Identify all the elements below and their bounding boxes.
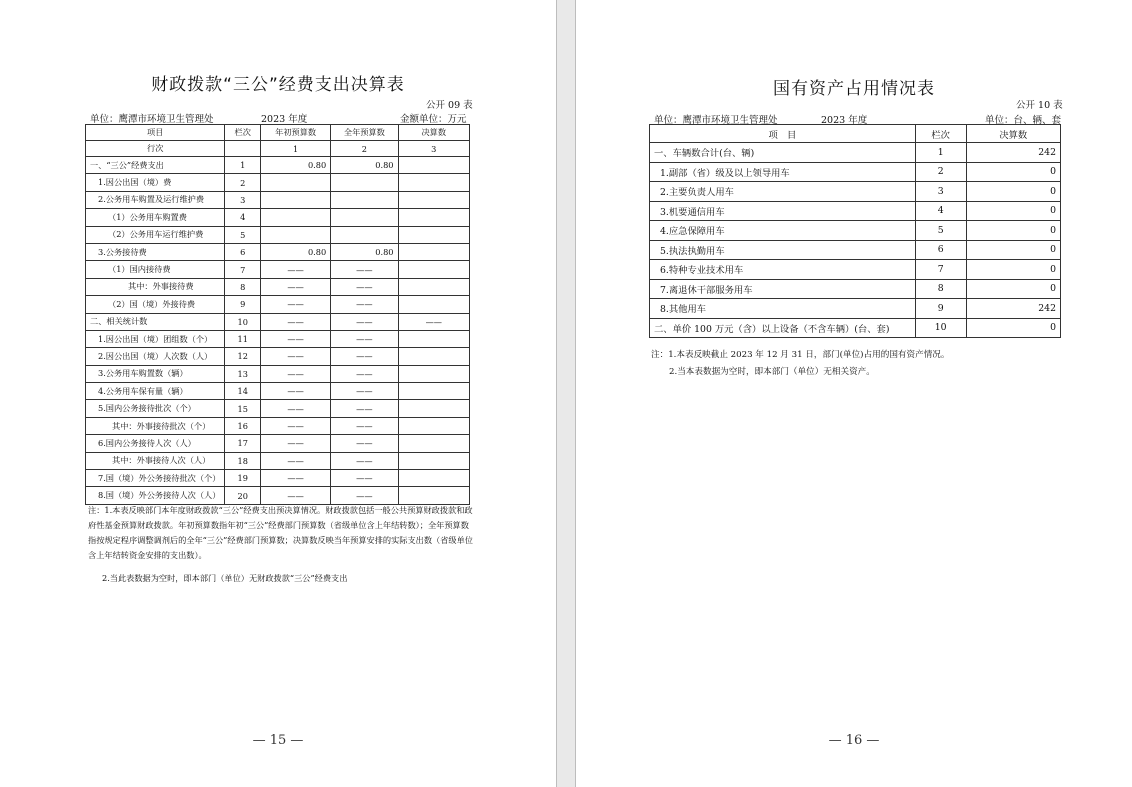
- row-label: （2）公务用车运行维护费: [86, 226, 225, 243]
- table-row: [650, 182, 1061, 202]
- value-cell: ——: [331, 348, 398, 365]
- row-index: 3: [225, 191, 261, 208]
- table-header-row: [650, 125, 1061, 143]
- column-header: 栏次: [915, 125, 966, 143]
- note-line: 注：1.本表反映部门本年度财政拨款“三公”经费支出预决算情况。财政拨款包括一般公共预算财政拨款和政: [88, 505, 473, 515]
- value-cell: 0: [966, 318, 1060, 338]
- value-cell: [398, 330, 470, 347]
- row-label: 6.国内公务接待人次（人）: [86, 435, 225, 452]
- value-cell: [398, 470, 470, 487]
- column-index: [225, 141, 261, 157]
- column-header: 决算数: [398, 125, 470, 141]
- value-cell: [331, 174, 398, 191]
- table-row: [650, 299, 1061, 319]
- year-label: 2023 年度: [821, 115, 868, 126]
- row-index: 20: [225, 487, 261, 504]
- row-index: 14: [225, 383, 261, 400]
- value-cell: 242: [966, 299, 1060, 319]
- row-label: （1）公务用车购置费: [86, 209, 225, 226]
- table-row: [650, 279, 1061, 299]
- value-cell: 0: [966, 201, 1060, 221]
- value-cell: 0: [966, 260, 1060, 280]
- table-row: [650, 318, 1061, 338]
- value-cell: ——: [261, 330, 331, 347]
- table-row: [86, 435, 470, 452]
- value-cell: ——: [261, 278, 331, 295]
- row-index: 10: [225, 313, 261, 330]
- value-cell: 0: [966, 221, 1060, 241]
- page-number: — 15 —: [252, 733, 304, 748]
- value-cell: ——: [261, 365, 331, 382]
- amount-unit-label: 金额单位：万元: [400, 114, 467, 125]
- value-cell: [398, 400, 470, 417]
- row-label: 8.国（境）外公务接待人次（人）: [86, 487, 225, 504]
- row-index: 6: [225, 243, 261, 260]
- row-index: 8: [225, 278, 261, 295]
- page-16: [576, 0, 1132, 787]
- notes-block: [88, 503, 488, 586]
- value-cell: ——: [331, 261, 398, 278]
- value-cell: 0.80: [331, 243, 398, 260]
- value-cell: [261, 209, 331, 226]
- row-index: 12: [225, 348, 261, 365]
- row-index: 2: [225, 174, 261, 191]
- value-cell: ——: [261, 435, 331, 452]
- value-cell: [331, 191, 398, 208]
- row-label: 3.机要通信用车: [650, 201, 916, 221]
- row-label: 4.应急保障用车: [650, 221, 916, 241]
- table-row: [86, 452, 470, 469]
- row-label: 一、车辆数合计(台、辆): [650, 143, 916, 163]
- form-number: 公开 10 表: [1016, 100, 1063, 111]
- row-label: 1.副部（省）级及以上领导用车: [650, 162, 916, 182]
- state-assets-table: [649, 124, 1061, 338]
- table-row: [86, 383, 470, 400]
- value-cell: [398, 487, 470, 504]
- row-label: 2.主要负责人用车: [650, 182, 916, 202]
- row-index: 4: [225, 209, 261, 226]
- row-index: 4: [915, 201, 966, 221]
- row-index: 8: [915, 279, 966, 299]
- column-index: 2: [331, 141, 398, 157]
- value-cell: ——: [261, 417, 331, 434]
- value-cell: [398, 157, 470, 174]
- row-index: 5: [915, 221, 966, 241]
- page-15: [0, 0, 556, 787]
- value-cell: ——: [261, 261, 331, 278]
- value-cell: [398, 226, 470, 243]
- row-index: 17: [225, 435, 261, 452]
- row-label: 2.公务用车购置及运行维护费: [86, 191, 225, 208]
- value-cell: ——: [331, 383, 398, 400]
- value-cell: 0: [966, 279, 1060, 299]
- table-row: [86, 226, 470, 243]
- value-cell: 0: [966, 182, 1060, 202]
- column-header: 决算数: [966, 125, 1060, 143]
- value-cell: 0: [966, 240, 1060, 260]
- value-cell: [398, 348, 470, 365]
- row-index: 11: [225, 330, 261, 347]
- table-row: [86, 470, 470, 487]
- three-public-expenses-table: [85, 124, 470, 505]
- value-cell: ——: [331, 400, 398, 417]
- note-line: 含上年结转资金安排的支出数）。: [88, 550, 207, 560]
- value-cell: 0.80: [331, 157, 398, 174]
- value-cell: ——: [261, 487, 331, 504]
- table-row: [86, 330, 470, 347]
- value-cell: [398, 452, 470, 469]
- value-cell: [398, 209, 470, 226]
- row-index: 2: [915, 162, 966, 182]
- value-cell: ——: [261, 452, 331, 469]
- value-cell: ——: [261, 296, 331, 313]
- table-row: [650, 143, 1061, 163]
- table-row: [86, 174, 470, 191]
- row-label: 2.因公出国（境）人次数（人）: [86, 348, 225, 365]
- table-row: [86, 243, 470, 260]
- unit-label: 单位：鹰潭市环境卫生管理处: [90, 114, 214, 125]
- note-line: 注：1.本表反映截止 2023 年 12 月 31 日，部门(单位)占用的国有资产情况。: [651, 350, 950, 360]
- value-cell: 0.80: [261, 243, 331, 260]
- row-label: 1.因公出国（境）费: [86, 174, 225, 191]
- row-index: 16: [225, 417, 261, 434]
- table-row: [650, 260, 1061, 280]
- value-cell: [331, 226, 398, 243]
- value-cell: ——: [331, 417, 398, 434]
- row-label: 其中：外事接待人次（人）: [86, 452, 225, 469]
- table-row: [86, 209, 470, 226]
- table-row: [86, 400, 470, 417]
- column-header: 年初预算数: [261, 125, 331, 141]
- value-cell: ——: [331, 296, 398, 313]
- row-index: 3: [915, 182, 966, 202]
- table-row: [86, 417, 470, 434]
- row-index: 15: [225, 400, 261, 417]
- value-cell: ——: [261, 348, 331, 365]
- table-title: 国有资产占用情况表: [773, 79, 935, 99]
- row-label: 其中：外事接待费: [86, 278, 225, 295]
- row-label: 其中：外事接待批次（个）: [86, 417, 225, 434]
- value-cell: [398, 365, 470, 382]
- table-index-row: [86, 141, 470, 157]
- form-number: 公开 09 表: [426, 100, 473, 111]
- note-line: 2.当此表数据为空时，即本部门（单位）无财政拨款“三公”经费支出: [102, 573, 348, 583]
- table-row: [650, 221, 1061, 241]
- amount-unit-label: 单位：台、辆、套: [985, 115, 1062, 126]
- table-row: [86, 348, 470, 365]
- table-row: [86, 278, 470, 295]
- page-number: — 16 —: [828, 733, 880, 748]
- row-label: 5.执法执勤用车: [650, 240, 916, 260]
- value-cell: [398, 243, 470, 260]
- row-label: 7.国（境）外公务接待批次（个）: [86, 470, 225, 487]
- value-cell: 0.80: [261, 157, 331, 174]
- value-cell: ——: [261, 383, 331, 400]
- row-label: 二、单价 100 万元（含）以上设备（不含车辆）(台、套): [650, 318, 916, 338]
- value-cell: ——: [261, 470, 331, 487]
- row-index: 7: [915, 260, 966, 280]
- value-cell: 0: [966, 162, 1060, 182]
- value-cell: ——: [331, 313, 398, 330]
- row-index: 1: [225, 157, 261, 174]
- value-cell: [261, 191, 331, 208]
- year-label: 2023 年度: [261, 114, 308, 125]
- value-cell: [261, 174, 331, 191]
- row-label: 二、相关统计数: [86, 313, 225, 330]
- notes-block: [651, 348, 949, 380]
- value-cell: [398, 261, 470, 278]
- row-label: （1）国内接待费: [86, 261, 225, 278]
- note-line: 2.当本表数据为空时，即本部门（单位）无相关资产。: [669, 367, 875, 377]
- row-label: 3.公务接待费: [86, 243, 225, 260]
- row-index: 9: [225, 296, 261, 313]
- table-row: [86, 191, 470, 208]
- value-cell: ——: [331, 487, 398, 504]
- row-index: 10: [915, 318, 966, 338]
- value-cell: ——: [331, 452, 398, 469]
- note-line: 指按规定程序调整调剂后的全年“三公”经费部门预算数；决算数反映当年预算安排的实际支出数（省级单位: [88, 535, 473, 545]
- note-line: 府性基金预算财政拨款。年初预算数指年初“三公”经费部门预算数（省级单位含上年结转数）；全年预算数: [88, 520, 469, 530]
- value-cell: [331, 209, 398, 226]
- value-cell: ——: [331, 330, 398, 347]
- value-cell: ——: [331, 365, 398, 382]
- row-label: 4.公务用车保有量（辆）: [86, 383, 225, 400]
- table-row: [650, 162, 1061, 182]
- row-label: 7.离退休干部服务用车: [650, 279, 916, 299]
- table-row: [650, 240, 1061, 260]
- value-cell: [398, 278, 470, 295]
- table-row: [86, 296, 470, 313]
- table-row: [86, 157, 470, 174]
- row-label: 1.因公出国（境）团组数（个）: [86, 330, 225, 347]
- value-cell: 242: [966, 143, 1060, 163]
- row-index: 13: [225, 365, 261, 382]
- value-cell: ——: [261, 313, 331, 330]
- table-row: [86, 313, 470, 330]
- table-row: [86, 487, 470, 504]
- value-cell: ——: [331, 278, 398, 295]
- column-header: 全年预算数: [331, 125, 398, 141]
- value-cell: [398, 296, 470, 313]
- value-cell: ——: [331, 470, 398, 487]
- row-label: 5.国内公务接待批次（个）: [86, 400, 225, 417]
- value-cell: [398, 174, 470, 191]
- row-index: 19: [225, 470, 261, 487]
- column-header: 项 目: [650, 125, 916, 143]
- table-row: [650, 201, 1061, 221]
- value-cell: [261, 226, 331, 243]
- row-index: 9: [915, 299, 966, 319]
- value-cell: [398, 417, 470, 434]
- row-label: 6.特种专业技术用车: [650, 260, 916, 280]
- row-label: 一、“三公”经费支出: [86, 157, 225, 174]
- row-label: （2）国（境）外接待费: [86, 296, 225, 313]
- row-label: 3.公务用车购置数（辆）: [86, 365, 225, 382]
- value-cell: [398, 435, 470, 452]
- table-row: [86, 365, 470, 382]
- column-index: 行次: [86, 141, 225, 157]
- row-index: 1: [915, 143, 966, 163]
- row-index: 5: [225, 226, 261, 243]
- row-index: 18: [225, 452, 261, 469]
- row-index: 6: [915, 240, 966, 260]
- value-cell: [398, 383, 470, 400]
- value-cell: ——: [331, 435, 398, 452]
- column-header: 项目: [86, 125, 225, 141]
- unit-label: 单位：鹰潭市环境卫生管理处: [654, 115, 778, 126]
- table-row: [86, 261, 470, 278]
- column-index: 3: [398, 141, 470, 157]
- value-cell: [398, 191, 470, 208]
- column-header: 栏次: [225, 125, 261, 141]
- column-index: 1: [261, 141, 331, 157]
- row-label: 8.其他用车: [650, 299, 916, 319]
- table-title: 财政拨款“三公”经费支出决算表: [151, 75, 405, 95]
- value-cell: ——: [261, 400, 331, 417]
- row-index: 7: [225, 261, 261, 278]
- table-header-row: [86, 125, 470, 141]
- value-cell: ——: [398, 313, 470, 330]
